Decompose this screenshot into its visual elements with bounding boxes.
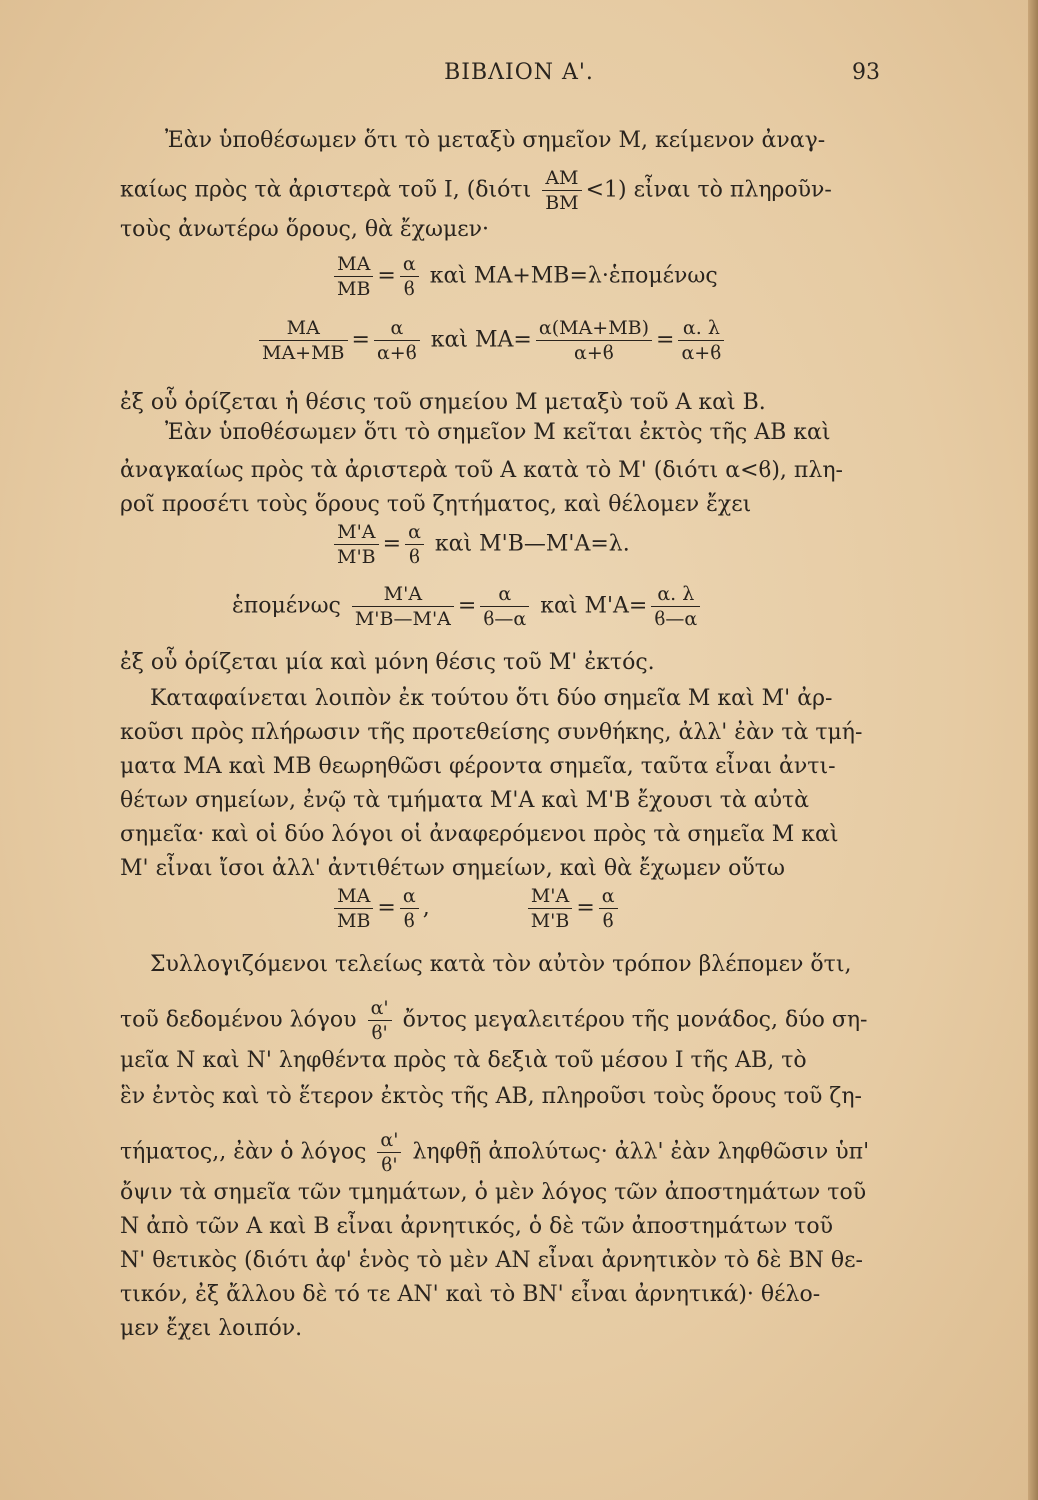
fraction: $\frac{\alpha'}{ϐ'}$ (377, 1128, 401, 1177)
equation: $\frac{M'A}{M'B}$ = $\frac{\alpha}{ϐ}$ καὶ Μ'Β—Μ'Α=λ. (330, 520, 630, 569)
text-line: Συλλογιζόμενοι τελείως κατὰ τὸν αὐτὸν τρόπον βλέπομεν ὅτι, (150, 952, 852, 977)
text-line: Ν ἀπὸ τῶν Α καὶ Β εἶναι ἀρνητικός, ὁ δὲ τῶν ἀποστημάτων τοῦ (120, 1214, 833, 1239)
fraction: $\frac{\alpha}{ϐ}$ (599, 884, 618, 933)
fraction: $\frac{\alpha}{ϐ}$ (400, 252, 419, 301)
text-line: Ἐὰν ὑποθέσωμεν ὅτι τὸ σημεῖον Μ κεῖται ἐκτὸς τῆς ΑΒ καὶ (165, 420, 831, 445)
fraction: $\frac{\alpha. \lambda}{\alpha+ϐ}$ (678, 316, 724, 365)
text-line: Ν' θετικὸς (διότι ἀφ' ἑνὸς τὸ μὲν ΑΝ εἶναι ἀρνητικὸν τὸ δὲ ΒΝ θε- (120, 1248, 863, 1273)
text-line: τικόν, ἐξ ἄλλου δὲ τό τε ΑΝ' καὶ τὸ ΒΝ' εἶναι ἀρνητικά)· θέλο- (120, 1282, 821, 1307)
text-line: ἐξ οὗ ὁρίζεται μία καὶ μόνη θέσις τοῦ Μ' ἐκτός. (120, 650, 655, 675)
text-line: Καταφαίνεται λοιπὸν ἐκ τούτου ὅτι δύο σημεῖα Μ καὶ Μ' ἀρ- (150, 686, 833, 711)
fraction: $\frac{AM}{BM}$ (542, 166, 581, 215)
fraction: $\frac{\alpha'}{ϐ'}$ (368, 996, 392, 1045)
text-line: τήματος,, ἐὰν ὁ λόγος $\frac{\alpha'}{ϐ'}$ ληφθῇ ἀπολύτως· ἀλλ' ἐὰν ληφθῶσιν ὑπ' (120, 1129, 870, 1176)
equation: $\frac{MA}{MB}$ = $\frac{\alpha}{ϐ}$ , $\frac{M'A}{M'B}$ = $\frac{\alpha}{ϐ}$ (330, 884, 622, 933)
fraction: $\frac{MA}{MB}$ (334, 252, 373, 301)
fraction: $\frac{\alpha}{ϐ—\alpha}$ (480, 582, 529, 631)
fraction: $\frac{\alpha}{\alpha+ϐ}$ (374, 316, 420, 365)
text-line: τοῦ δεδομένου λόγου $\frac{\alpha'}{ϐ'}$ ὄντος μεγαλειτέρου τῆς μονάδος, δύο ση- (120, 997, 868, 1044)
text-line: ροῖ προσέτι τοὺς ὅρους τοῦ ζητήματος, καὶ θέλομεν ἔχει (120, 492, 752, 517)
fraction: $\frac{MA}{MB}$ (334, 884, 373, 933)
text-line: ἐξ οὗ ὁρίζεται ἡ θέσις τοῦ σημείου Μ μεταξὺ τοῦ Α καὶ Β. (120, 390, 766, 415)
page-edge (1028, 0, 1038, 1500)
text-line: ἓν ἐντὸς καὶ τὸ ἕτερον ἐκτὸς τῆς ΑΒ, πληροῦσι τοὺς ὅρους τοῦ ζη- (120, 1084, 862, 1109)
fraction: $\frac{M'A}{M'B}$ (528, 884, 573, 933)
text-line: ματα ΜΑ καὶ ΜΒ θεωρηθῶσι φέροντα σημεῖα, ταῦτα εἶναι ἀντι- (120, 754, 836, 779)
text-line: τοὺς ἀνωτέρω ὅρους, θὰ ἔχωμεν· (120, 217, 490, 242)
fraction: $\frac{\alpha(MA+MB)}{\alpha+ϐ}$ (536, 316, 652, 365)
fraction: $\frac{M'A}{M'B—M'A}$ (352, 582, 454, 631)
text-line: σημεῖα· καὶ οἱ δύο λόγοι οἱ ἀναφερόμενοι πρὸς τὰ σημεῖα Μ καὶ (120, 822, 839, 847)
page-number: 93 (852, 60, 880, 85)
fraction: $\frac{M'A}{M'B}$ (334, 520, 379, 569)
text-line: μεῖα Ν καὶ Ν' ληφθέντα πρὸς τὰ δεξιὰ τοῦ μέσου Ι τῆς ΑΒ, τὸ (120, 1048, 807, 1073)
text-line: κοῦσι πρὸς πλήρωσιν τῆς προτεθείσης συνθήκης, ἀλλ' ἐὰν τὰ τμή- (120, 720, 863, 745)
text-line: θέτων σημείων, ἐνῷ τὰ τμήματα Μ'Α καὶ Μ'Β ἔχουσι τὰ αὐτὰ (120, 788, 809, 813)
fraction: $\frac{\alpha. \lambda}{ϐ—\alpha}$ (651, 582, 700, 631)
fraction: $\frac{\alpha}{ϐ}$ (405, 520, 424, 569)
running-header: ΒΙΒΛΙΟΝ Α'. (444, 60, 594, 85)
equation: $\frac{MA}{MA+MB}$ = $\frac{\alpha}{\alpha+ϐ}$ καὶ ΜΑ= $\frac{\alpha(MA+MB)}{\alpha+ϐ}$ = $\frac{\alpha. \lambda}{\alpha+ϐ}$ (255, 316, 728, 365)
equation: ἑπομένως $\frac{M'A}{M'B—M'A}$ = $\frac{\alpha}{ϐ—\alpha}$ καὶ Μ'Α= $\frac{\alpha. \lambda}{ϐ—\alpha}$ (232, 582, 704, 631)
fraction: $\frac{\alpha}{ϐ}$ (400, 884, 419, 933)
text-line: Μ' εἶναι ἴσοι ἀλλ' ἀντιθέτων σημείων, καὶ θὰ ἔχωμεν οὕτω (120, 856, 785, 881)
fraction: $\frac{MA}{MA+MB}$ (259, 316, 348, 365)
text-line: Ἐὰν ὑποθέσωμεν ὅτι τὸ μεταξὺ σημεῖον Μ, κείμενον ἀναγ- (165, 128, 826, 153)
text-line: καίως πρὸς τὰ ἀριστερὰ τοῦ Ι, (διότι $\frac{AM}{BM}$ <1) εἶναι τὸ πληροῦν- (120, 167, 832, 214)
text-line: ὄψιν τὰ σημεῖα τῶν τμημάτων, ὁ μὲν λόγος τῶν ἀποστημάτων τοῦ (120, 1180, 867, 1205)
text-line: μεν ἔχει λοιπόν. (120, 1316, 303, 1341)
text-line: ἀναγκαίως πρὸς τὰ ἀριστερὰ τοῦ Α κατὰ τὸ Μ' (διότι α<ϐ), πλη- (120, 458, 843, 483)
equation: $\frac{MA}{MB}$ = $\frac{\alpha}{ϐ}$ καὶ ΜΑ+ΜΒ=λ·ἑπομένως (330, 252, 718, 301)
